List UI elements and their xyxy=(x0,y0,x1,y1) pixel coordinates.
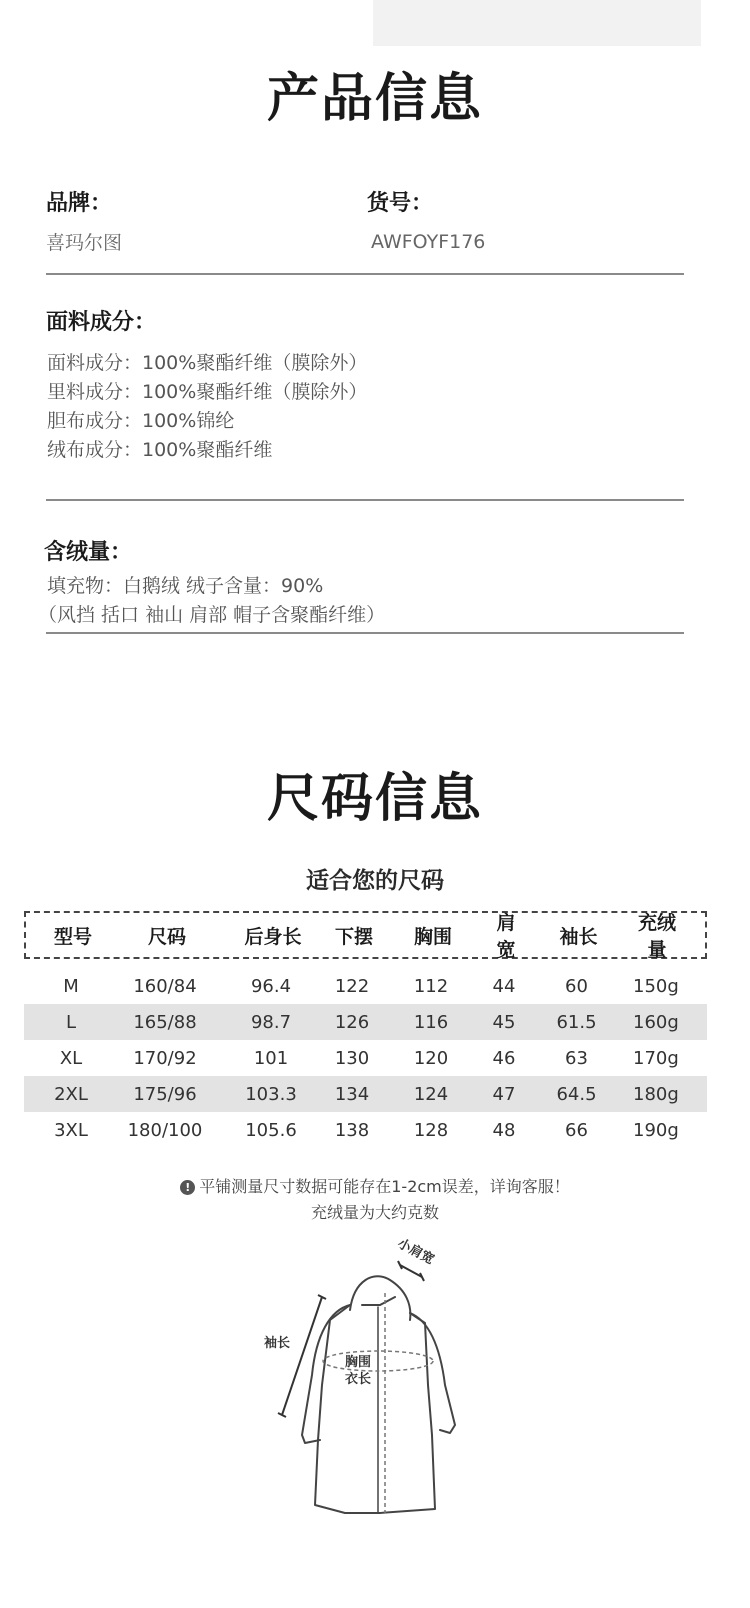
fabric-line: 绒布成分：100%聚酯纤维 xyxy=(47,439,273,461)
sku-value: AWFOYF176 xyxy=(371,231,486,253)
down-line: （风挡 括口 袖山 肩部 帽子含聚酯纤维） xyxy=(38,604,386,626)
table-cell: 190g xyxy=(633,1119,679,1141)
header-cell: 型号 xyxy=(53,925,92,948)
table-cell: 180/100 xyxy=(127,1119,203,1141)
coat-right-sleeve xyxy=(410,1313,455,1433)
table-cell: 126 xyxy=(334,1011,370,1033)
fabric-line: 里料成分：100%聚酯纤维（膜除外） xyxy=(47,381,368,403)
table-cell: 96.4 xyxy=(250,975,292,997)
table-cell: 160/84 xyxy=(133,975,197,997)
table-cell: 46 xyxy=(492,1047,516,1069)
table-cell: L xyxy=(65,1011,77,1033)
table-cell: 60 xyxy=(565,975,588,997)
size-table xyxy=(24,911,707,1148)
table-cell: M xyxy=(63,975,79,997)
header-cell: 胸围 xyxy=(413,925,452,948)
top-gray-strip xyxy=(373,0,701,46)
table-cell: 63 xyxy=(565,1047,588,1069)
sku-label: 货号： xyxy=(367,191,434,216)
table-cell: 98.7 xyxy=(250,1011,292,1033)
table-cell: 116 xyxy=(413,1011,449,1033)
header-cell: 后身长 xyxy=(244,925,302,948)
divider xyxy=(46,499,684,501)
size-subtitle: 适合您的尺码 xyxy=(306,868,444,894)
table-cell: 47 xyxy=(492,1083,516,1105)
down-label: 含绒量： xyxy=(44,540,133,565)
shoulder-measure-line xyxy=(400,1265,422,1277)
table-cell: 44 xyxy=(492,975,516,997)
brand-value: 喜玛尔图 xyxy=(46,232,123,254)
table-row xyxy=(24,1112,707,1148)
table-cell: 66 xyxy=(565,1119,588,1141)
table-body xyxy=(24,968,707,1148)
table-cell: 48 xyxy=(492,1119,516,1141)
shoulder-label: 小肩宽 xyxy=(394,1236,437,1268)
length-label: 衣长 xyxy=(345,1372,372,1387)
table-cell: 112 xyxy=(413,975,449,997)
fabric-line: 胆布成分：100%锦纶 xyxy=(47,410,235,432)
divider xyxy=(46,273,684,275)
table-row xyxy=(24,1040,707,1076)
table-cell: 61.5 xyxy=(556,1011,597,1033)
table-cell: 165/88 xyxy=(133,1011,197,1033)
fabric-line: 面料成分：100%聚酯纤维（膜除外） xyxy=(47,352,368,374)
table-cell: 2XL xyxy=(54,1083,88,1105)
header-cell: 袖长 xyxy=(559,925,598,948)
table-row xyxy=(24,1076,707,1112)
table-cell: 180g xyxy=(633,1083,679,1105)
table-row xyxy=(24,968,707,1004)
table-cell: 170/92 xyxy=(133,1047,197,1069)
header-cell: 尺码 xyxy=(147,925,186,948)
product-info-title: 产品信息 xyxy=(266,69,483,129)
table-cell: 101 xyxy=(253,1047,289,1069)
header-cell: 下摆 xyxy=(334,925,373,948)
table-row xyxy=(24,1004,707,1040)
down-line: 填充物：白鹅绒 绒子含量：90% xyxy=(47,575,324,597)
table-cell: 124 xyxy=(413,1083,449,1105)
table-cell: 170g xyxy=(633,1047,679,1069)
sleeve-measure-line xyxy=(282,1297,322,1415)
table-cell: 160g xyxy=(633,1011,679,1033)
table-cell: 150g xyxy=(633,975,679,997)
table-cell: 134 xyxy=(334,1083,370,1105)
table-cell: 128 xyxy=(413,1119,449,1141)
note-text: 平铺测量尺寸数据可能存在1-2cm误差，详询客服！ xyxy=(199,1177,570,1196)
header-cell: 肩宽 xyxy=(496,912,516,961)
table-header xyxy=(24,911,707,959)
coat-hood xyxy=(350,1276,410,1320)
coat-body xyxy=(315,1305,435,1513)
table-cell: 3XL xyxy=(54,1119,88,1141)
fabric-label: 面料成分： xyxy=(46,310,157,335)
size-info-title: 尺码信息 xyxy=(266,769,483,829)
table-cell: 64.5 xyxy=(556,1083,597,1105)
measurement-note xyxy=(0,1174,750,1197)
table-cell: 130 xyxy=(334,1047,370,1069)
table-cell: 45 xyxy=(492,1011,516,1033)
table-cell: 103.3 xyxy=(245,1083,297,1105)
fill-note: 充绒量为大约克数 xyxy=(310,1203,439,1222)
table-cell: 175/96 xyxy=(133,1083,197,1105)
brand-label: 品牌： xyxy=(46,191,113,216)
table-cell: XL xyxy=(59,1047,83,1069)
table-cell: 105.6 xyxy=(245,1119,297,1141)
table-cell: 122 xyxy=(334,975,370,997)
exclamation-circle-icon: ! xyxy=(180,1180,195,1195)
sleeve-label: 袖长 xyxy=(264,1336,291,1351)
divider xyxy=(46,632,684,634)
table-cell: 120 xyxy=(413,1047,449,1069)
chest-label: 胸围 xyxy=(345,1355,372,1370)
coat-measurement-diagram xyxy=(250,1235,490,1535)
header-cell: 充绒量 xyxy=(637,912,676,961)
coat-left-sleeve xyxy=(302,1305,350,1443)
table-cell: 138 xyxy=(334,1119,370,1141)
